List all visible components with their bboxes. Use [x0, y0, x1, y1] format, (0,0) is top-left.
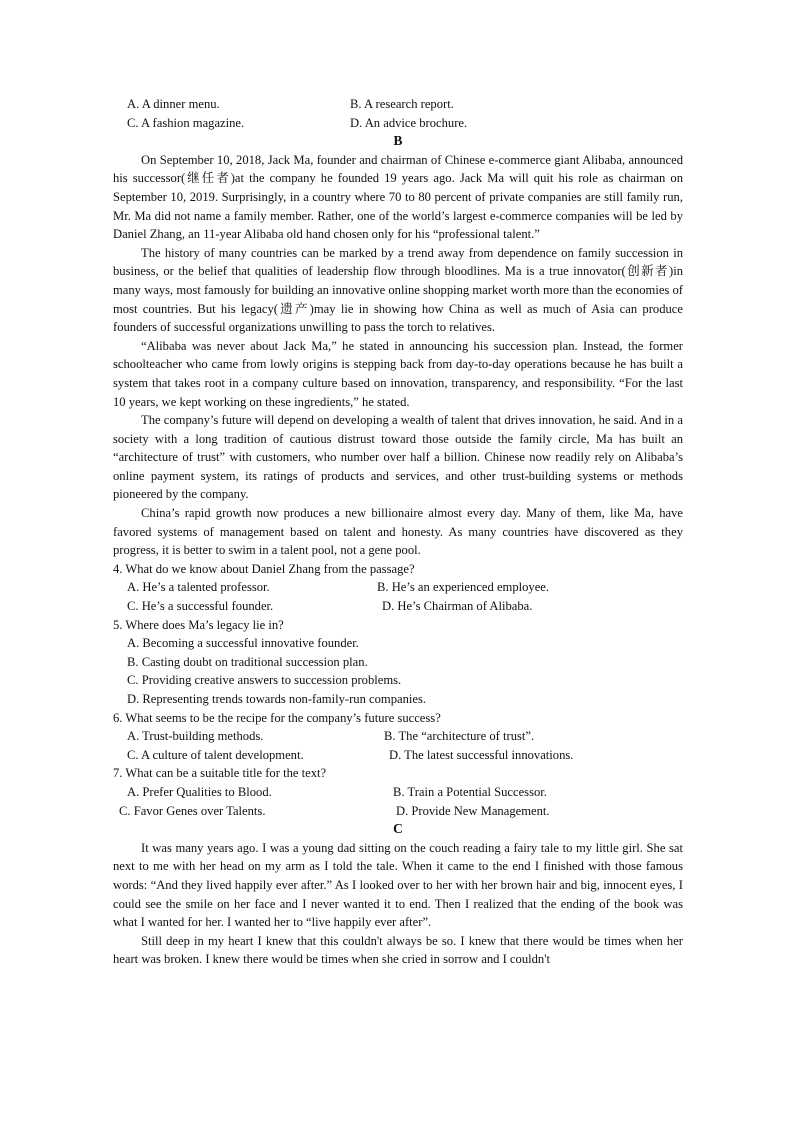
option-a: A. A dinner menu. [127, 97, 220, 111]
option-c: C. A fashion magazine. [127, 115, 245, 130]
option-c: C. Providing creative answers to succession problems. [127, 673, 402, 688]
section-b-heading: B [393, 133, 403, 149]
previous-question-options-row-2 [113, 114, 683, 133]
question-5 [113, 616, 683, 709]
option-b: B. The “architecture of trust”. [384, 729, 535, 744]
option-b: B. He’s an experienced employee. [377, 580, 550, 595]
option-a: A. Becoming a successful innovative founder. [127, 636, 359, 651]
question-4 [113, 560, 683, 616]
option-a: A. Trust-building methods. [127, 729, 264, 744]
question-stem: 4. What do we know about Daniel Zhang from the passage? [113, 561, 415, 576]
question-6 [113, 709, 683, 765]
option-row [113, 597, 683, 616]
section-b-passage [113, 151, 683, 560]
option-row [113, 578, 683, 597]
option-d: D. Provide New Management. [396, 803, 550, 818]
passage-paragraph: It was many years ago. I was a young dad sitting on the couch reading a fairy tale to my little girl. She sat next to me with her head on my arm as I told the tale. When it came to the end I finished with those famous words: “And they lived happily ever after.” As I looked over to her with her brown hair and big, innocent eyes, I could see the smile on her face and I never wanted it to end. Then I realized that the ending of the book was what I wanted for her. I wanted her to “live happily ever after”. [113, 840, 683, 930]
passage-paragraph: The company’s future will depend on developing a wealth of talent that drives innovation, he said. And in a society with a long tradition of cautious distrust toward those outside the family circle, Ma has built an “architecture of trust” with customers, who number over half a billion. Chinese now readily rely on Alibaba’s online payment system, its ratings of products and services, and other trust-building systems or methods pioneered by the company. [113, 413, 683, 502]
option-d: D. Representing trends towards non-family-run companies. [127, 692, 427, 706]
option-row [113, 727, 683, 746]
question-7 [113, 764, 683, 820]
option-c: C. Favor Genes over Talents. [119, 803, 266, 818]
passage-paragraph: Still deep in my heart I knew that this couldn't always be so. I knew that there would be times when her heart was broken. I knew there would be times when she cried in sorrow and I couldn't [113, 933, 683, 967]
section-c-passage [113, 839, 683, 969]
option-row [113, 783, 683, 802]
previous-question-options-row-1 [113, 95, 683, 114]
passage-paragraph: The history of many countries can be marked by a trend away from dependence on family succession in business, or the belief that qualities of leadership flow through bloodlines. Ma is a true innovator(创新者)in many ways, most famously for building an innovative online shopping market worth more than the economies of most countries. But his legacy(遗产)may lie in showing how China as well as much of Asia can produce founders of successful organizations unwilling to pass the torch to relatives. [113, 245, 683, 335]
option-row [113, 746, 683, 765]
passage-paragraph: China’s rapid growth now produces a new billionaire almost every day. Many of them, like Ma, have favored systems of management based on talent and honesty. As many countries have discovered as they progress, it is better to swim in a talent pool, not a gene pool. [113, 506, 683, 558]
option-c: C. A culture of talent development. [127, 747, 304, 762]
option-a: A. Prefer Qualities to Blood. [127, 784, 272, 799]
document-page [113, 95, 683, 969]
section-c-heading: C [393, 821, 403, 837]
option-row [113, 690, 683, 709]
option-b: B. Casting doubt on traditional succession plan. [127, 654, 368, 669]
option-d: D. An advice brochure. [350, 115, 468, 130]
option-d: D. The latest successful innovations. [389, 747, 574, 762]
option-row [113, 802, 683, 821]
passage-paragraph: “Alibaba was never about Jack Ma,” he stated in announcing his succession plan. Instead, the former schoolteacher who came from lowly origins is stepping back from day-to-day operations because he has built a system that takes root in a company culture based on innovation, transparency, and responsibility. “For the last 10 years, we kept working on these ingredients,” he stated. [113, 338, 683, 409]
question-stem: 7. What can be a suitable title for the text? [113, 766, 327, 781]
question-stem: 5. Where does Ma’s legacy lie in? [113, 617, 284, 632]
question-stem: 6. What seems to be the recipe for the company’s future success? [113, 710, 441, 725]
option-row [113, 634, 683, 653]
option-row [113, 653, 683, 672]
option-b: B. A research report. [350, 97, 454, 111]
option-a: A. He’s a talented professor. [127, 580, 270, 595]
option-c: C. He’s a successful founder. [127, 599, 274, 614]
passage-paragraph: On September 10, 2018, Jack Ma, founder and chairman of Chinese e-commerce giant Alibaba, announced his successor(继任者)at the company he founded 19 years ago. Jack Ma will quit his role as chairman on September 10, 2019. Surprisingly, in a country where 70 to 80 percent of private companies are still family run, Mr. Ma did not name a family member. Rather, one of the world’s largest e-commerce companies will be led by Daniel Zhang, an 11-year Alibaba old hand chosen only for his “professional talent.” [113, 152, 683, 242]
option-row [113, 671, 683, 690]
option-d: D. He’s Chairman of Alibaba. [382, 599, 533, 614]
option-b: B. Train a Potential Successor. [393, 784, 547, 799]
